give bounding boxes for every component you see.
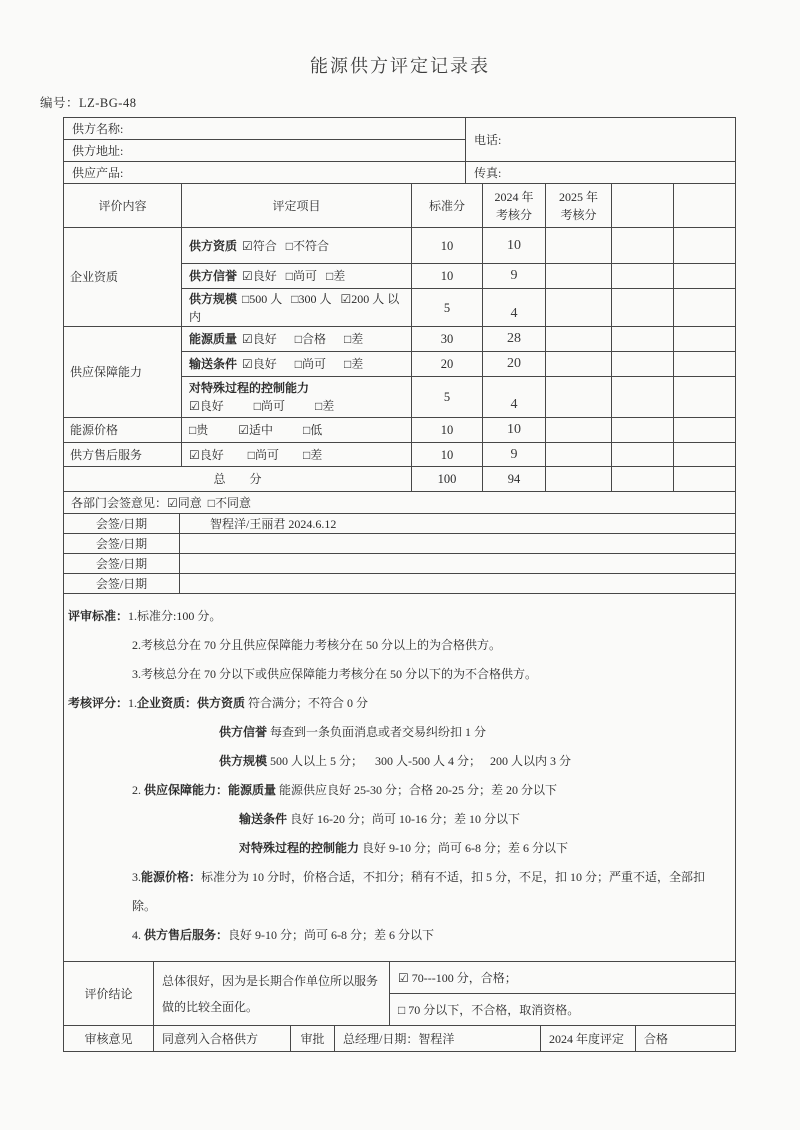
row-energy-price-options (182, 418, 412, 443)
criteria-line (68, 631, 729, 660)
conclusion-label: 评价结论 (84, 987, 133, 1001)
signoff-section (64, 492, 736, 594)
empty-cell (612, 228, 674, 264)
score-2024: 9 (510, 268, 518, 283)
empty-cell (674, 467, 736, 492)
standard-score-cell (412, 418, 483, 443)
annual-rating-result: 合格 (644, 1032, 669, 1046)
empty-cell (546, 289, 612, 327)
signoff-signature-cell (180, 554, 736, 574)
criteria-text: 4. (132, 928, 144, 942)
criteria-bold: 供方信誉 (219, 725, 268, 739)
total-2024-cell (483, 467, 546, 492)
empty-cell (546, 418, 612, 443)
criteria-section (64, 594, 736, 962)
supplier-name-label: 供方名称: (72, 122, 124, 136)
approval-label: 审批 (300, 1032, 325, 1046)
criteria-text: 良好 9-10 分；尚可 6-8 分；差 6 分以下 (228, 928, 435, 942)
supplier-address-label: 供方地址: (72, 144, 124, 158)
empty-cell (674, 228, 736, 264)
empty-cell (612, 377, 674, 418)
signoff-date-label-cell (64, 514, 180, 534)
annual-rating-label-cell (541, 1026, 636, 1052)
item-label: 供方规模 (189, 291, 238, 306)
standard-score: 10 (440, 423, 454, 437)
total-score-label-cell (64, 467, 412, 492)
standard-score: 5 (443, 390, 451, 404)
empty-cell (674, 264, 736, 289)
checkbox-option-fail: □ 70 分以下，不合格，取消资格。 (398, 1003, 580, 1017)
empty-cell (674, 327, 736, 352)
criteria-line (68, 718, 729, 747)
supply-product-cell (64, 162, 466, 184)
empty-cell (674, 377, 736, 418)
checkbox-options: ☑良好 □尚可 □差 (242, 357, 364, 371)
criteria-bold: 对特殊过程的控制能力 (239, 841, 360, 855)
category-label: 供方售后服务 (70, 447, 143, 462)
conclusion-section (64, 962, 736, 1026)
criteria-line (68, 921, 729, 950)
approver-cell (335, 1026, 541, 1052)
header-score-word: 考核分 (495, 207, 532, 222)
criteria-bold: 供方规模 (219, 754, 268, 768)
category-supply-guarantee (64, 327, 182, 418)
review-section (64, 1026, 736, 1052)
score-2024: 20 (507, 356, 521, 371)
fax-cell (466, 162, 736, 184)
criteria-line (68, 834, 729, 863)
empty-cell (546, 352, 612, 377)
standard-score-cell (412, 327, 483, 352)
standard-score: 10 (440, 447, 454, 462)
total-standard-score: 100 (437, 472, 457, 486)
category-label: 供应保障能力 (70, 365, 143, 379)
criteria-text: 良好 9-10 分；尚可 6-8 分；差 6 分以下 (359, 841, 569, 855)
signoff-opinion-text: 各部门会签意见：☑同意 □不同意 (71, 496, 252, 510)
total-2024-score: 94 (507, 472, 521, 486)
standard-score: 10 (440, 269, 454, 283)
checkbox-option-pass: ☑ 70---100 分，合格； (398, 971, 517, 985)
item-label: 能源质量 (189, 332, 238, 346)
conclusion-comment-cell (154, 962, 390, 1026)
empty-cell (546, 443, 612, 467)
criteria-text: 1. (128, 696, 138, 710)
fax-label: 传真: (474, 166, 502, 180)
category-after-sales-service (64, 443, 182, 467)
criteria-text: 3. (132, 870, 141, 884)
header-eval-content (64, 184, 182, 228)
standard-score-cell (412, 289, 483, 327)
header-empty-cell (612, 184, 674, 228)
supplier-name-cell (64, 118, 466, 140)
empty-cell (674, 289, 736, 327)
score-2024: 4 (510, 397, 518, 412)
header-label: 评定项目 (272, 198, 321, 213)
header-label: 标准分 (428, 198, 465, 213)
category-label: 能源价格 (70, 423, 119, 437)
empty-cell (612, 443, 674, 467)
criteria-text: 能源供应良好 25-30 分；合格 20-25 分；差 20 分以下 (276, 783, 558, 797)
score-2024-cell (483, 352, 546, 377)
row-after-sales-options (182, 443, 412, 467)
supplier-address-cell (64, 140, 466, 162)
annual-rating-result-cell (636, 1026, 736, 1052)
criteria-text: 3.考核总分在 70 分以下或供应保障能力考核分在 50 分以下的为不合格供方。 (132, 667, 538, 681)
empty-cell (612, 418, 674, 443)
conclusion-pass-option (390, 962, 736, 994)
signoff-date-label-cell (64, 534, 180, 554)
empty-cell (674, 418, 736, 443)
criteria-line (68, 689, 729, 718)
criteria-head: 评审标准： (68, 609, 129, 623)
standard-score-cell (412, 352, 483, 377)
score-2024-cell (483, 264, 546, 289)
criteria-text: 2.考核总分在 70 分且供应保障能力考核分在 50 分以上的为合格供方。 (132, 638, 502, 652)
review-opinion: 同意列入合格供方 (162, 1032, 259, 1046)
item-label: 供方资质 (189, 238, 238, 253)
header-eval-item (182, 184, 412, 228)
header-year: 2025 年 (558, 189, 598, 204)
checkbox-options: ☑良好 □尚可 □差 (189, 447, 323, 462)
standard-score: 30 (440, 332, 454, 346)
standard-score-cell (412, 228, 483, 264)
checkbox-options: □贵 ☑适中 □低 (189, 423, 323, 437)
criteria-line (68, 863, 729, 921)
signoff-signature-cell (180, 534, 736, 554)
category-label: 企业资质 (70, 270, 119, 284)
empty-cell (674, 352, 736, 377)
empty-cell (546, 377, 612, 418)
total-label: 总 分 (213, 472, 262, 486)
empty-cell (612, 467, 674, 492)
checkbox-options: ☑良好 □合格 □差 (242, 332, 364, 346)
empty-cell (612, 327, 674, 352)
standard-score-cell (412, 443, 483, 467)
empty-cell (612, 289, 674, 327)
conclusion-fail-option (390, 994, 736, 1026)
criteria-text: 标准分为 10 分时，价格合适，不扣分；稍有不适，扣 5 分，不足，扣 10 分；严重不适，全部扣除。 (132, 870, 706, 913)
signoff-date-label: 会签/日期 (95, 577, 148, 591)
empty-cell (546, 228, 612, 264)
empty-cell (546, 327, 612, 352)
total-standard-cell (412, 467, 483, 492)
checkbox-options: □500 人 □300 人 ☑200 人 以内 (189, 291, 400, 324)
empty-cell (674, 443, 736, 467)
signoff-date-label-cell (64, 554, 180, 574)
header-score-word: 考核分 (560, 207, 597, 222)
score-2024-cell (483, 418, 546, 443)
checkbox-options: ☑良好 □尚可 □差 (242, 269, 346, 283)
criteria-line (68, 747, 729, 776)
header-empty-cell (674, 184, 736, 228)
signoff-date-label-cell (64, 574, 180, 594)
standard-score-cell (412, 377, 483, 418)
approver-signature: 总经理/日期：智程洋 (343, 1032, 455, 1046)
category-energy-price (64, 418, 182, 443)
item-label: 供方信誉 (189, 269, 238, 283)
criteria-text: 符合满分；不符合 0 分 (245, 696, 369, 710)
criteria-text: 1.标准分:100 分。 (128, 609, 222, 623)
review-label-cell (64, 1026, 154, 1052)
criteria-bold: 输送条件 (239, 812, 288, 826)
review-opinion-cell (154, 1026, 291, 1052)
signoff-date-label: 会签/日期 (95, 537, 148, 551)
score-table (64, 184, 736, 492)
score-2024: 4 (510, 306, 518, 321)
item-label: 对特殊过程的控制能力 (189, 381, 310, 395)
criteria-line (68, 602, 729, 631)
criteria-bold: 能源价格： (141, 870, 202, 884)
criteria-text: 500 人以上 5 分； 300 人-500 人 4 分； 200 人以内 3 分 (267, 754, 572, 768)
standard-score-cell (412, 264, 483, 289)
review-label: 审核意见 (84, 1032, 133, 1046)
item-label: 输送条件 (189, 357, 238, 371)
score-2024: 10 (507, 237, 521, 253)
header-2024-score (483, 184, 546, 228)
checkbox-options: ☑良好 □尚可 □差 (189, 399, 335, 413)
score-2024-cell (483, 377, 546, 418)
score-2024-cell (483, 443, 546, 467)
criteria-head: 考核评分： (68, 696, 129, 710)
standard-score: 5 (443, 300, 451, 315)
signoff-date-label: 会签/日期 (95, 517, 148, 531)
score-2024-cell (483, 327, 546, 352)
criteria-text: 每查到一条负面消息或者交易纠纷扣 1 分 (267, 725, 487, 739)
approval-label-cell (291, 1026, 335, 1052)
checkbox-options: ☑符合 □不符合 (242, 238, 330, 253)
criteria-line (68, 776, 729, 805)
criteria-bold: 企业资质：供方资质 (137, 696, 246, 710)
header-2025-score (546, 184, 612, 228)
row-special-process-control (182, 377, 412, 418)
criteria-text: 2. (132, 783, 144, 797)
phone-cell (466, 118, 736, 162)
header-label: 评价内容 (98, 198, 147, 213)
category-enterprise-qualification (64, 228, 182, 327)
annual-rating-label: 2024 年度评定 (549, 1032, 625, 1046)
supply-product-label: 供应产品: (72, 166, 124, 180)
phone-label: 电话: (474, 133, 502, 147)
empty-cell (612, 264, 674, 289)
criteria-line (68, 805, 729, 834)
empty-cell (546, 264, 612, 289)
row-energy-quality (182, 327, 412, 352)
conclusion-comment: 总体很好，因为是长期合作单位所以服务做的比较全面化。 (162, 973, 379, 1014)
header-year: 2024 年 (494, 189, 534, 204)
signature-text: 智程洋/王丽君 2024.6.12 (210, 517, 337, 531)
criteria-text: 良好 16-20 分；尚可 10-16 分；差 10 分以下 (287, 812, 521, 826)
signoff-signature-cell (180, 574, 736, 594)
score-2024-cell (483, 289, 546, 327)
evaluation-form-table (63, 117, 736, 1052)
supplier-info-section (64, 118, 736, 184)
header-standard-score (412, 184, 483, 228)
conclusion-label-cell (64, 962, 154, 1026)
row-transport-condition (182, 352, 412, 377)
standard-score: 10 (440, 238, 454, 253)
row-supplier-scale (182, 289, 412, 327)
signoff-signature-cell (180, 514, 736, 534)
criteria-line (68, 660, 729, 689)
doc-number: 编号：LZ-BG-48 (40, 96, 137, 110)
score-2024: 10 (507, 422, 521, 437)
criteria-bold: 供应保障能力：能源质量 (144, 783, 277, 797)
empty-cell (612, 352, 674, 377)
criteria-bold: 供方售后服务： (144, 928, 229, 942)
signoff-date-label: 会签/日期 (95, 557, 148, 571)
page-title: 能源供方评定记录表 (310, 56, 490, 76)
empty-cell (546, 467, 612, 492)
score-2024-cell (483, 228, 546, 264)
score-2024: 9 (510, 446, 518, 462)
row-supplier-qualification (182, 228, 412, 264)
standard-score: 20 (440, 357, 454, 371)
row-supplier-reputation (182, 264, 412, 289)
score-2024: 28 (507, 331, 521, 346)
department-signoff-opinion (64, 492, 736, 514)
